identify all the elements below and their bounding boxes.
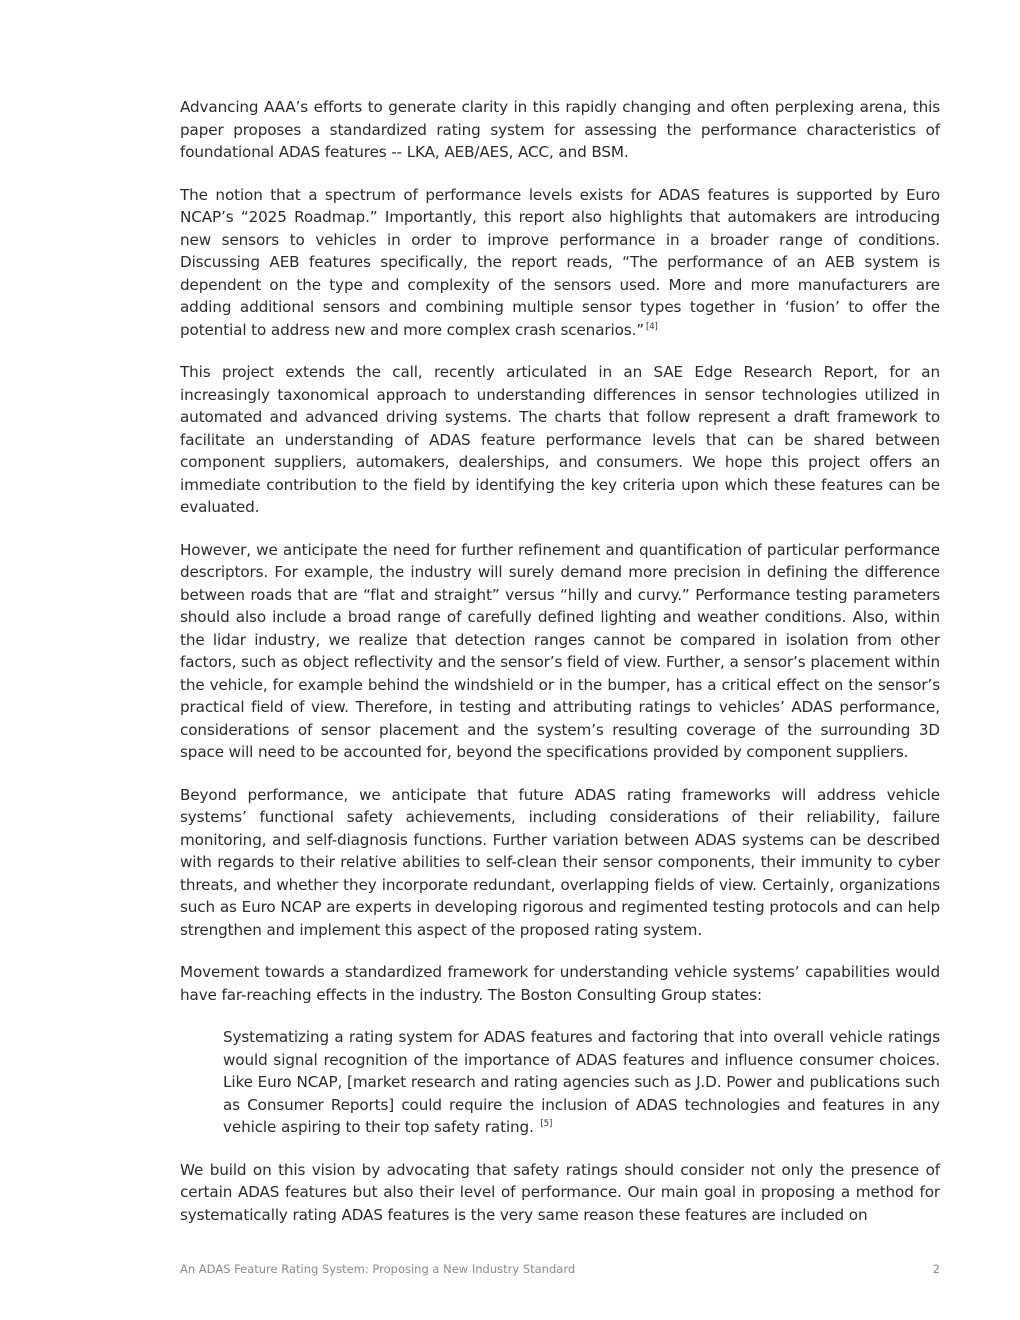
page-number: 2 (932, 1262, 940, 1276)
block-quote (223, 1026, 940, 1139)
paragraph-sae-report: This project extends the call, recently articulated in an SAE Edge Research Report, for an increasingly taxonomical approach to understanding differences in sensor technologies utilized in automated and advanced driving systems. The charts that follow represent a draft framework to facilitate an understanding of ADAS feature performance levels that can be shared between component suppliers, automakers, dealerships, and consumers. We hope this project offers an immediate contribution to the field by identifying the key criteria upon which these features can be evaluated. (180, 363, 940, 516)
paragraph-standardized-framework: Movement towards a standardized framework for understanding vehicle systems’ capabilities would have far-reaching effects in the industry. The Boston Consulting Group states: (180, 963, 940, 1004)
citation-reference: [4] (646, 321, 658, 332)
quote-text: Systematizing a rating system for ADAS features and factoring that into overall vehicle ratings would signal recognition of the importance of ADAS features and influence consumer choices. Like Euro NCAP, [market research and rating agencies such as J.D. Power and publications such as Consumer Reports] could require the inclusion of ADAS technologies and features in any vehicle aspiring to their top safety rating. (223, 1028, 940, 1136)
paragraph-intro: Advancing AAA’s efforts to generate clarity in this rapidly changing and often perplexing arena, this paper proposes a standardized rating system for assessing the performance characteristics of foundational ADAS features -- LKA, AEB/AES, ACC, and BSM. (180, 98, 940, 161)
document-body (180, 96, 940, 1246)
paragraph-vision: We build on this vision by advocating that safety ratings should consider not only the presence of certain ADAS features but also their level of performance. Our main goal in proposing a method for systematically rating ADAS features is the very same reason these features are included on (180, 1160, 940, 1224)
footer-document-title: An ADAS Feature Rating System: Proposing a New Industry Standard (180, 1262, 576, 1276)
paragraph-refinement: However, we anticipate the need for further refinement and quantification of particular performance descriptors. For example, the industry will surely demand more precision in defining the difference between roads that are “flat and straight” versus “hilly and curvy.” Performance testing parameters should also include a broad range of carefully defined lighting and weather conditions. Also, within the lidar industry, we realize that detection ranges cannot be compared in isolation from other factors, such as object reflectivity and the sensor’s field of view. Further, a sensor’s placement within the vehicle, for example behind the windshield or in the bumper, has a critical effect on the sensor’s practical field of view. Therefore, in testing and attributing ratings to vehicles’ ADAS performance, considerations of sensor placement and the system’s resulting coverage of the surrounding 3D space will need to be accounted for, beyond the specifications provided by component suppliers. (180, 540, 940, 761)
paragraph-beyond-performance: Beyond performance, we anticipate that future ADAS rating frameworks will address vehicle systems’ functional safety achievements, including considerations of their reliability, failure monitoring, and self-diagnosis functions. Further variation between ADAS systems can be described with regards to their relative abilities to self-clean their sensor components, their immunity to cyber threats, and whether they incorporate redundant, overlapping fields of view. Certainly, organizations such as Euro NCAP are experts in developing rigorous and regimented testing protocols and can help strengthen and implement this aspect of the proposed rating system. (180, 785, 940, 939)
citation-reference: [5] (540, 1119, 553, 1129)
paragraph-euro-ncap-roadmap (180, 184, 940, 342)
paragraph-text: The notion that a spectrum of performance levels exists for ADAS features is supported by Euro NCAP’s “2025 Roadmap.” Importantly, this report also highlights that automakers are introducing new sensors to vehicles in order to improve performance in a broader range of conditions. Discussing AEB features specifically, the report reads, “The performance of an AEB system is dependent on the type and complexity of the sensors used. More and more manufacturers are adding additional sensors and combining multiple sensor types together in ‘fusion’ to offer the potential to address new and more complex crash scenarios.” (180, 185, 940, 339)
